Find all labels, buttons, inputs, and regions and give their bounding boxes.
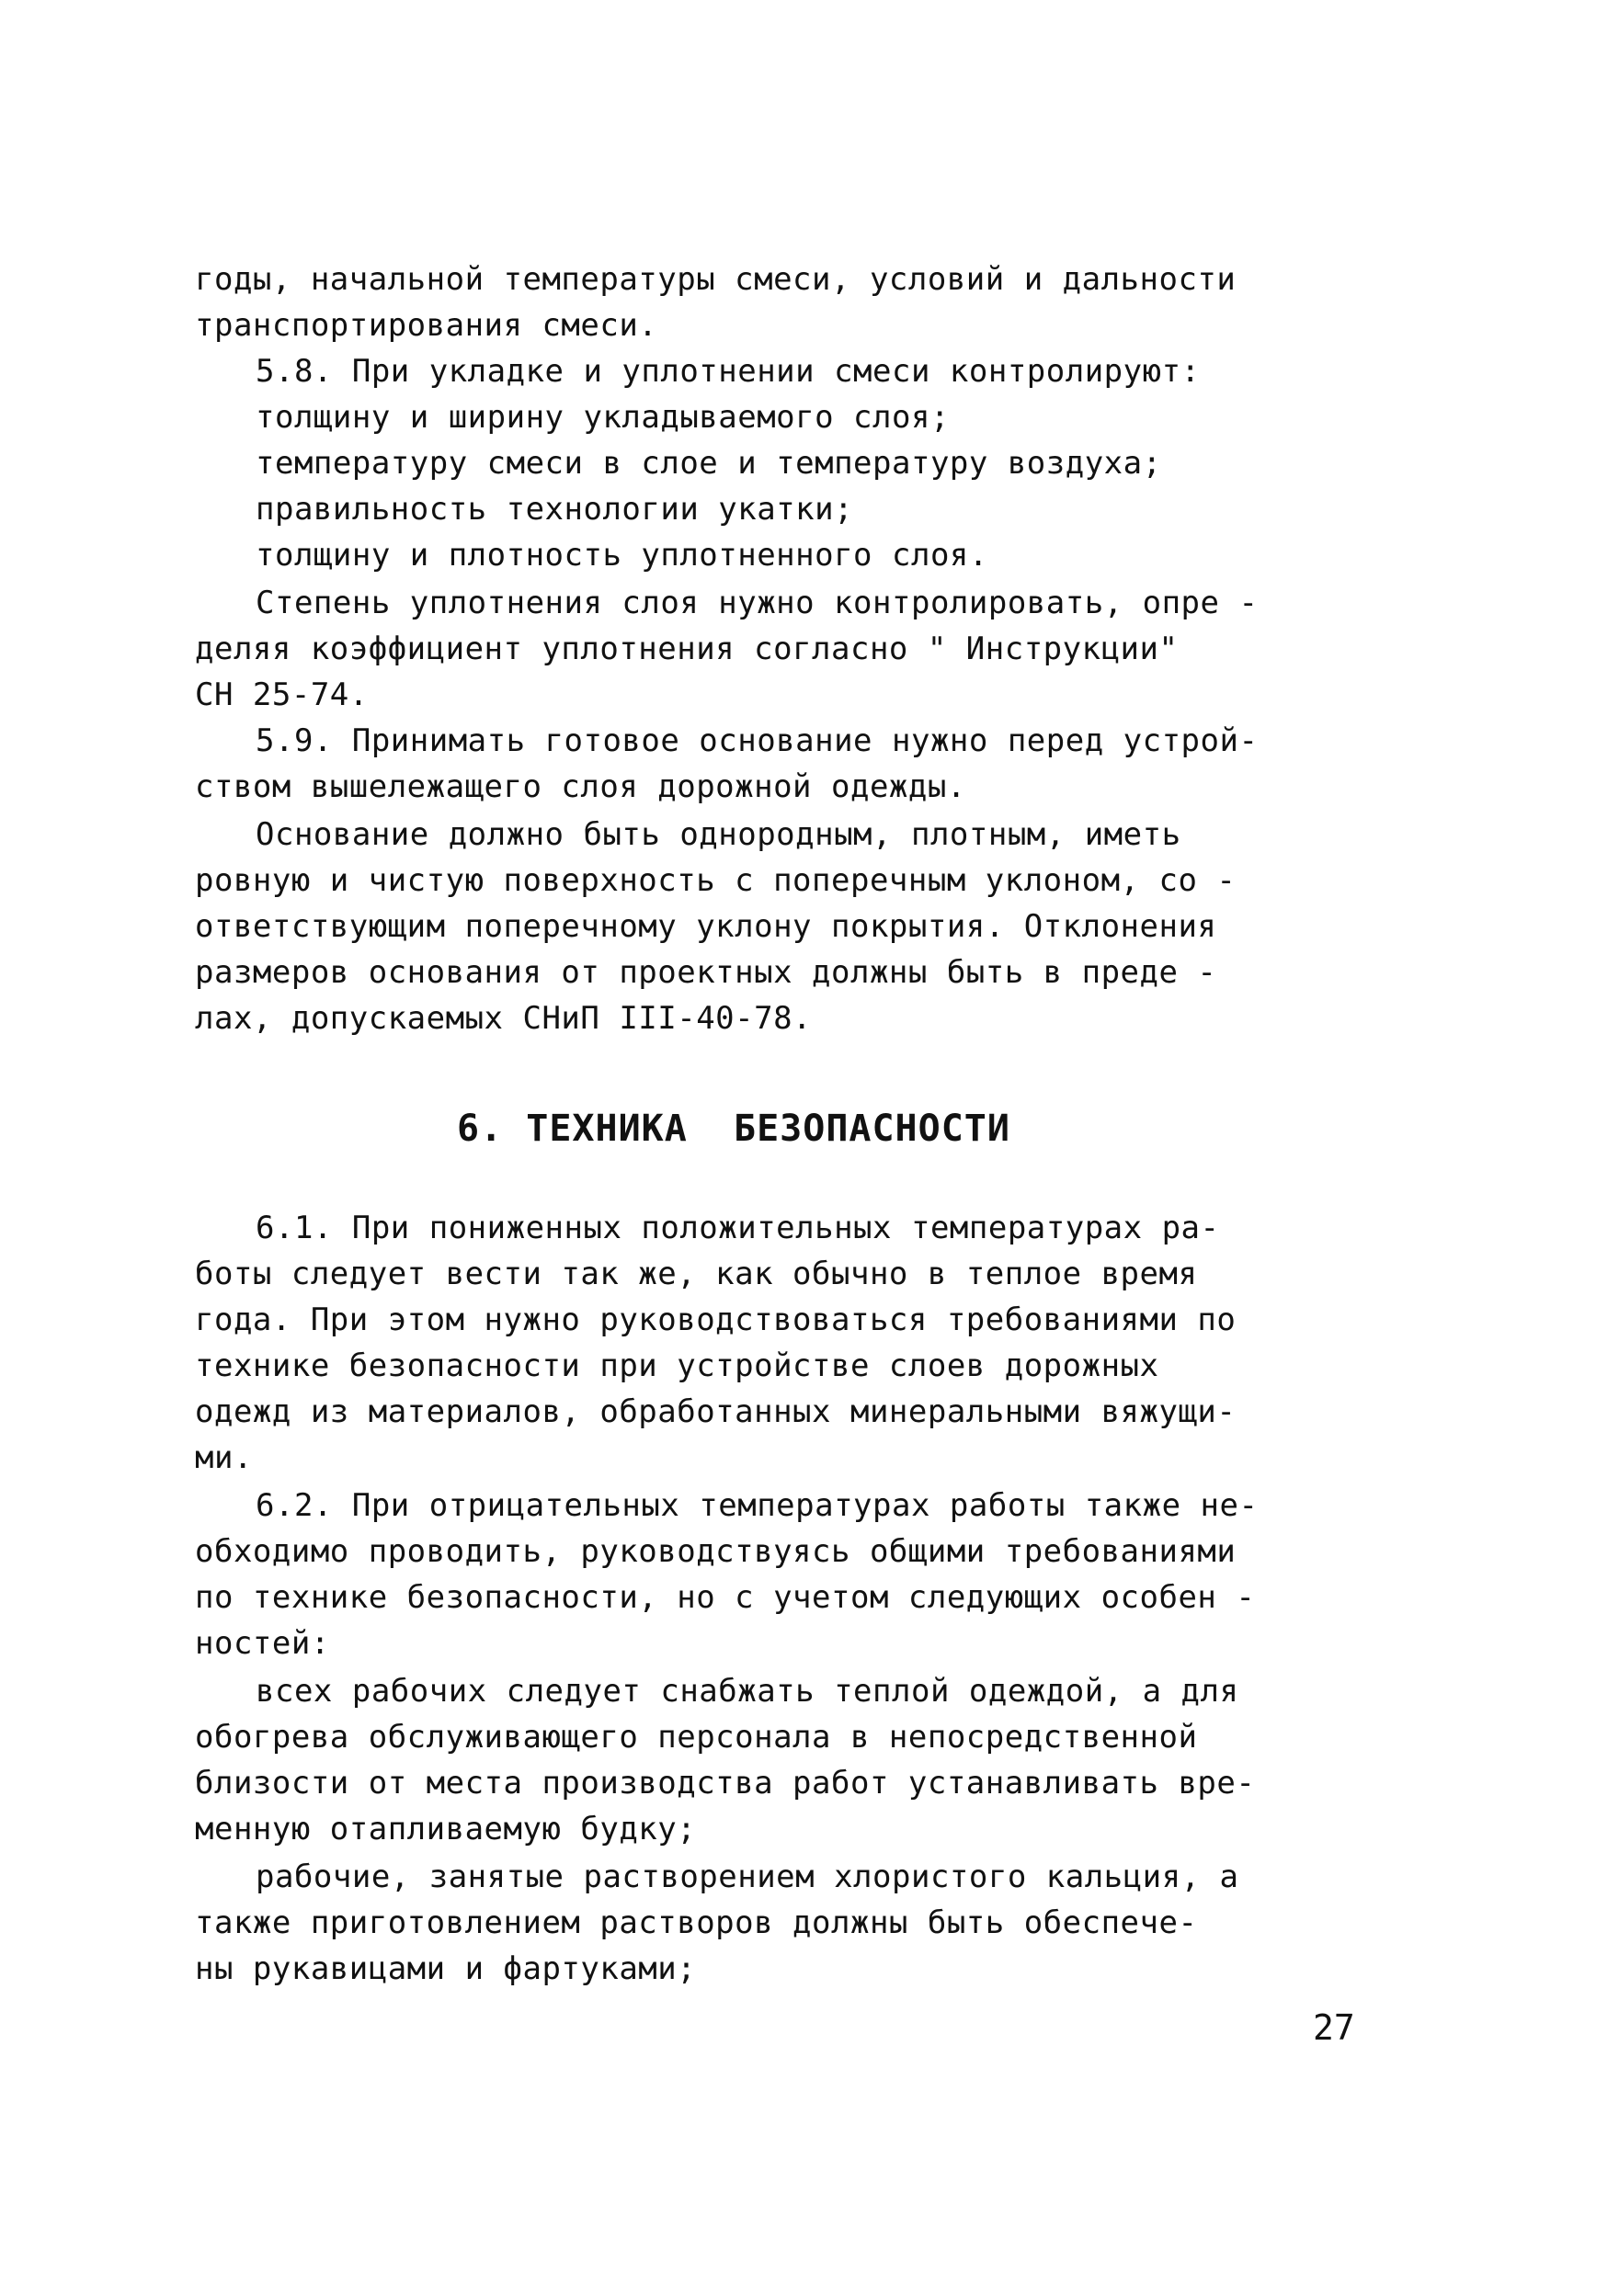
text-line: ны рукавицами и фартуками; [195,1950,697,1987]
text-line: правильность технологии укатки; [256,491,854,528]
text-line: ностей: [195,1625,330,1662]
text-line: технике безопасности при устройстве слоев дорожных [195,1347,1159,1384]
text-line: всех рабочих следует снабжать теплой одеждой, а для [256,1673,1239,1710]
text-line: Основание должно быть однородным, плотным, иметь [256,816,1181,853]
text-line: рабочие, занятые растворением хлористого кальция, а [256,1858,1239,1895]
text-line: ми. [195,1439,253,1476]
text-line: 5.8. При укладке и уплотнении смеси контролируют: [256,353,1201,390]
text-line: 6.1. При пониженных положительных температурах ра- [256,1210,1220,1246]
text-line: одежд из материалов, обработанных минеральными вяжущи- [195,1393,1237,1430]
text-line: обогрева обслуживающего персонала в непосредственной [195,1719,1198,1756]
text-line: обходимо проводить, руководствуясь общими требованиями [195,1533,1237,1570]
page-number: 27 [1313,2007,1355,2048]
text-line: 5.9. Принимать готовое основание нужно перед устрой- [256,722,1259,759]
text-line: размеров основания от проектных должны быть в преде - [195,954,1217,991]
text-line: года. При этом нужно руководствоваться требованиями по [195,1301,1237,1338]
text-line: температуру смеси в слое и температуру воздуха; [256,445,1162,482]
text-line: ответствующим поперечному уклону покрытия. Отклонения [195,908,1217,945]
text-line: годы, начальной температуры смеси, условий и дальности [195,261,1237,298]
text-line: близости от места производства работ устанавливать вре- [195,1765,1256,1802]
text-line: СН 25-74. [195,676,369,713]
text-line: ровную и чистую поверхность с поперечным уклоном, со - [195,862,1237,899]
text-line: боты следует вести так же, как обычно в теплое время [195,1256,1198,1292]
text-line: транспортирования смеси. [195,307,658,344]
text-line: также приготовлением растворов должны быть обеспече- [195,1904,1198,1941]
text-line: по технике безопасности, но с учетом следующих особен - [195,1579,1256,1616]
text-line: толщину и ширину укладываемого слоя; [256,399,950,436]
text-line: лах, допускаемых СНиП III-40-78. [195,1000,813,1037]
text-line: 6.2. При отрицательных температурах работы также не- [256,1487,1259,1524]
text-line: Степень уплотнения слоя нужно контролировать, опре - [256,585,1259,621]
text-line: толщину и плотность уплотненного слоя. [256,537,988,574]
section-heading: 6. ТЕХНИКА БЕЗОПАСНОСТИ [457,1108,1010,1150]
text-line: менную отапливаемую будку; [195,1811,697,1847]
text-line: ством вышележащего слоя дорожной одежды. [195,768,966,805]
text-line: деляя коэффициент уплотнения согласно " Инструкции" [195,631,1179,667]
